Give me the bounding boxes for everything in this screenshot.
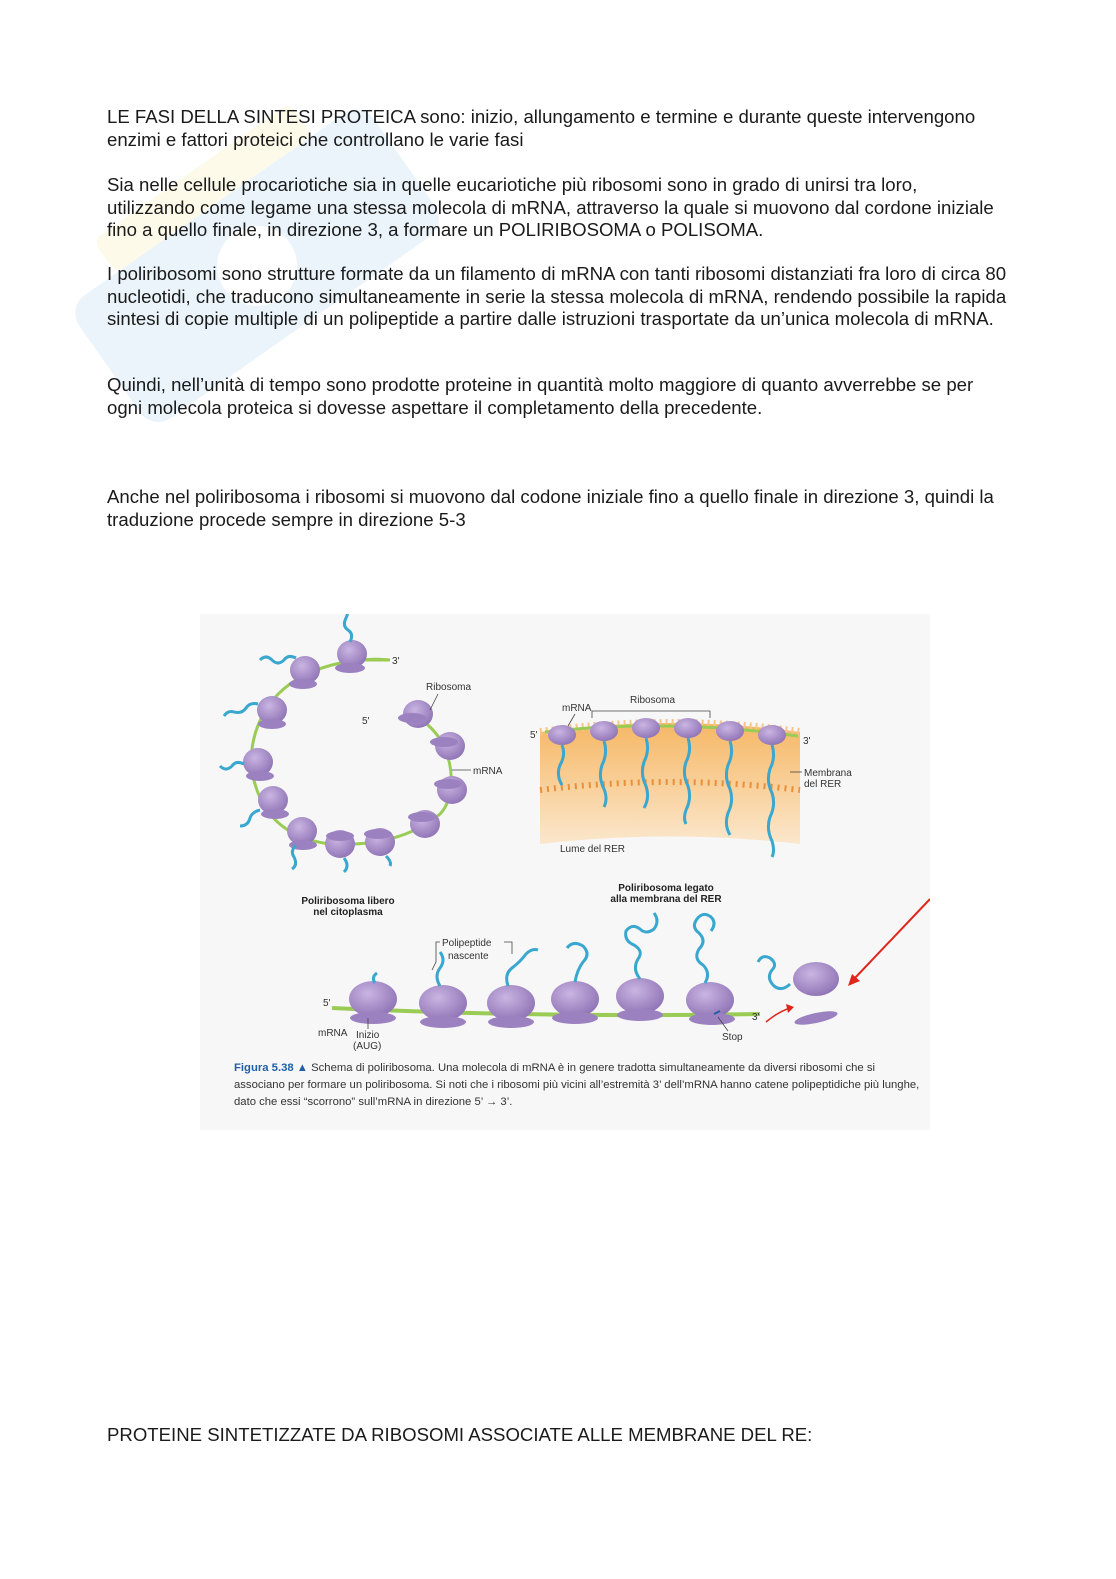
free-polyribosome-title-1: Poliribosoma libero — [301, 896, 395, 907]
paragraph-polysome-formation: Sia nelle cellule procariotiche sia in quelle eucariotiche più ribosomi sono in grado di unirsi tra loro, utilizzando come legame una stessa molecola di mRNA, attraverso la quale si muovono dal cordone iniziale fino a quello finale, in direzione 3, a formare un POLIRIBOSOMA o POLISOMA. — [107, 174, 994, 241]
figure-background — [200, 614, 930, 1130]
ribosome — [325, 830, 355, 858]
figure-caption — [234, 1060, 924, 1111]
ribosome — [716, 721, 744, 741]
bound-mrna-label: mRNA — [562, 703, 592, 714]
ribosome — [258, 786, 289, 819]
ribosome — [758, 725, 786, 745]
linear-3prime-label: 3' — [752, 1012, 760, 1023]
bound-polyribosome-title-1: Poliribosoma legato — [618, 883, 714, 894]
bound-3prime-label: 3' — [803, 736, 811, 747]
section-heading-rer-proteins: PROTEINE SINTETIZZATE DA RIBOSOMI ASSOCIATE ALLE MEMBRANE DEL RE: — [107, 1424, 813, 1445]
ribosome — [287, 817, 317, 850]
free-polyribosome-title-2: nel citoplasma — [313, 907, 383, 918]
ribosome — [590, 721, 618, 741]
bound-polyribosome-title-2: alla membrana del RER — [610, 894, 722, 905]
start-codon-label-1: Inizio — [356, 1030, 380, 1041]
ribosome — [243, 748, 274, 781]
paragraph-production-rate: Quindi, nell’unità di tempo sono prodotte proteine in quantità molto maggiore di quanto avverrebbe se per ogni molecola proteica si dovesse aspettare il completamento della precedente. — [107, 374, 974, 418]
ribosome — [419, 985, 467, 1028]
ribosome — [349, 981, 397, 1024]
ribosome — [548, 725, 576, 745]
ribosome — [616, 978, 664, 1021]
polyribosome-figure — [200, 614, 930, 1130]
caption-marker: ▲ — [296, 1062, 308, 1074]
start-codon-label-2: (AUG) — [353, 1041, 382, 1052]
nascent-label-2: nascente — [448, 951, 489, 962]
bound-5prime-label: 5' — [530, 730, 538, 741]
figure-number: Figura 5.38 — [234, 1062, 294, 1074]
membrane-label-2: del RER — [804, 779, 842, 790]
ribosome — [551, 981, 599, 1024]
ribosome — [686, 982, 735, 1025]
polyribosome-diagram — [200, 614, 930, 1130]
ribosome — [487, 985, 535, 1028]
membrane-label-1: Membrana — [804, 768, 852, 779]
ribosome — [257, 696, 287, 729]
caption-text: Schema di poliribosoma. Una molecola di mRNA è in genere tradotta simultaneamente da diversi ribosomi che si associano per formare un poliribosoma. Si noti che i ribosomi più vicini all’estremità 3’ dell’mRNA hanno catene polipeptidiche più lunghe, dato che essi “scorrono” sull’mRNA in direzione 5’ → 3’. — [234, 1062, 920, 1108]
stop-codon-label: Stop — [722, 1032, 743, 1043]
bound-ribosome-label: Ribosoma — [630, 695, 676, 706]
paragraph-polysome-structure: I poliribosomi sono strutture formate da un filamento di mRNA con tanti ribosomi distanziati fra loro di circa 80 nucleotidi, che traducono simultaneamente in serie la stessa molecola di mRNA, rendendo possibile la rapida sintesi di copie multiple di un polipeptide a partire dalle istruzioni trasportate da un’unica molecola di mRNA. — [107, 263, 1007, 330]
ribosome — [674, 718, 702, 738]
paragraph-protein-synthesis-phases: LE FASI DELLA SINTESI PROTEICA sono: inizio, allungamento e termine e durante queste intervengono enzimi e fattori proteici che controllano le varie fasi — [107, 106, 976, 150]
free-5prime-label: 5' — [362, 716, 370, 727]
nascent-label-1: Polipeptide — [442, 938, 492, 949]
linear-mrna-label: mRNA — [318, 1028, 348, 1039]
rer-lumen-label: Lume del RER — [560, 844, 626, 855]
linear-5prime-label: 5' — [323, 998, 331, 1009]
free-mrna-label: mRNA — [473, 766, 503, 777]
ribosome — [632, 718, 660, 738]
free-ribosome-label: Ribosoma — [426, 682, 472, 693]
free-3prime-label: 3' — [392, 656, 400, 667]
ribosome — [289, 656, 320, 689]
paragraph-translation-direction: Anche nel poliribosoma i ribosomi si muovono dal codone iniziale fino a quello finale in direzione 3, quindi la traduzione procede sempre in direzione 5-3 — [107, 486, 994, 530]
